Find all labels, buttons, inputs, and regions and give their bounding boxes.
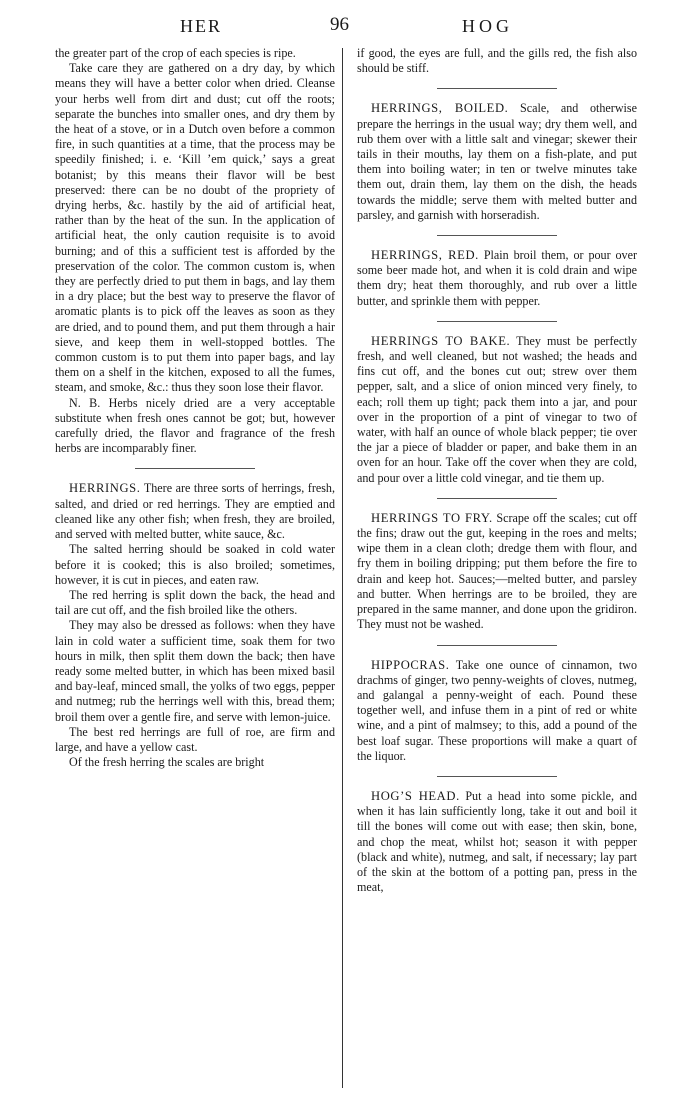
entry-separator (135, 468, 255, 469)
paragraph: They may also be dressed as follows: when they have lain in cold water a sufficient time, soak them for two hours in milk, then split them down the back; then have ready some melted butter, in which has been mixed basil and bay-leaf, minced small, the yolks of two eggs, pepper and nutmeg; rub the herrings well with this, bread them; broil them over a gentle fire, and serve with lemon-juice. (55, 618, 335, 724)
entry-heading: HERRINGS TO BAKE. (371, 333, 511, 348)
entry-text: Plain broil them, or pour over some beer made hot, and when it is cold drain and wipe them dry; heat them thoroughly, and rub over a little butter, and sprinkle them with pepper. (357, 248, 638, 308)
paragraph: The best red herrings are full of roe, are firm and large, and have a yellow cast. (55, 724, 335, 754)
entry-heading: HERRINGS TO FRY. (371, 510, 493, 525)
paragraph: Of the fresh herring the scales are bright (69, 755, 265, 770)
entry-heading: HOG’S HEAD. (371, 788, 460, 803)
page-number: 96 (330, 14, 349, 35)
entry-text: Take one ounce of cinnamon, two drachms of ginger, two penny-weights of cloves, nutmeg, and galangal a penny-weight of each. Pound these together well, and infuse them in a pint of red or white wine, and a pint of malmsey; to this, add a pound of the best loaf sugar. These proportions will make a quart of the liquor. (357, 657, 637, 763)
paragraph: the greater part of the crop of each species is ripe. (55, 46, 296, 60)
entry-separator (437, 88, 557, 89)
paragraph: The salted herring should be soaked in cold water before it is cooked; this is also broiled; sometimes, however, it is cut in pieces, and eaten raw. (55, 542, 335, 587)
paragraph: if good, the eyes are full, and the gills red, the fish also should be stiff. (357, 46, 637, 76)
entry-separator (437, 321, 557, 322)
paragraph: Take care they are gathered on a dry day, by which means they will have a better color when dried. Cleanse your herbs well from dirt and dust; cut off the roots; separate the bunches into smaller ones, and dry them by the heat of a stove, or in a Dutch oven before a common fire, in such quantities at a time, that the process may be speedily finished; i. e. ‘Kill ’em quick,’ says a great botanist; by this means their flavor will be best preserved: there can be no doubt of the propriety of drying herbs, &c. hastily by the aid of artificial heat, rather than by the heat of the sun. In the application of artificial heat, the only caution requisite is to avoid burning; and of this a sufficient test is afforded by the preservation of the color. The common custom is, when they are perfectly dried to put them in bags, and lay them in a dry place; but the best way to preserve the flavor of aromatic plants is to pick off the leaves as soon as they are dried, and to pound them, and put them through a hair sieve, and keep them in well-stopped bottles. The common custom is to put them into paper bags, and lay them on a shelf in the kitchen, exposed to all the fumes, steam, and smoke, &c.: thus they soon lose their flavor. (55, 61, 335, 395)
entry-hogs-head (357, 789, 637, 895)
entry-text: Put a head into some pickle, and when it has lain sufficiently long, take it out and boil it till the bones will come out with ease; then skin, bone, and chop the meat, whilst hot; season it with pepper (black and white), nutmeg, and salt, if necessary; lay part of the skin at the bottom of a potting pan, press in the meat, (357, 788, 637, 895)
entry-heading: HERRINGS. (69, 481, 141, 496)
column-divider (342, 48, 343, 1088)
running-header (0, 14, 700, 44)
entry-separator (437, 235, 557, 236)
entry-heading: HIPPOCRAS. (371, 657, 450, 672)
entry-text: There are three sorts of herrings, fresh, salted, and dried or red herrings. They are emptied and cleaned like any other fish; when fresh, they are broiled, and served with melted butter, white sauce, &c. (55, 481, 335, 542)
entry-text: Scrape off the scales; cut off the fins; draw out the gut, keeping in the roes and melts; wipe them in a clean cloth; dredge them with flour, and fry them in boiling dripping; put them before the fire to drain and keep hot. Sauces;—melted butter, and parsley and butter. When herrings are to be broiled, they are prepared in the same manner, and done upon the gridiron. They must not be washed. (357, 510, 637, 632)
entry-herrings-to-fry (357, 511, 637, 633)
entry-heading: HERRINGS, BOILED. (371, 101, 509, 116)
entry-herrings-red (357, 248, 637, 309)
paragraph: The red herring is split down the back, the head and tail are cut off, and the fish broiled like the others. (55, 587, 335, 618)
header-left-word: HER (180, 16, 222, 36)
entry-herrings-to-bake (357, 334, 637, 486)
entry-separator (437, 498, 557, 499)
entry-heading: HERRINGS, RED. (371, 248, 479, 263)
entry-text: They must be perfectly fresh, and well cleaned, but not washed; the heads and fins cut off, and the bones cut out; strew over them pepper, salt, and a slice of onion minced very finely, to each; roll them up tight; pack them into a jar, and pour over in the proportion of a pint of vinegar to two of water, with half an ounce of whole black pepper; tie over the jar a piece of bladder or paper, and bake them in an oven for an hour. Take off the cover when they are cold, and pour over a little cold vinegar, and tie them up. (357, 333, 637, 485)
left-column (55, 46, 335, 770)
entry-herrings-boiled (357, 101, 637, 223)
right-column (357, 46, 637, 895)
entry-herrings (55, 481, 335, 542)
header-right-word: HOG (462, 16, 513, 36)
entry-separator (437, 776, 557, 777)
entry-separator (437, 645, 557, 646)
entry-hippocras (357, 658, 637, 764)
paragraph: N. B. Herbs nicely dried are a very acceptable substitute when fresh ones cannot be got; but, however carefully dried, the flavor and fragrance of the fresh herbs are incomparably finer. (55, 395, 335, 456)
entry-text: Scale, and otherwise prepare the herrings in the usual way; dry them well, and rub them over with a little salt and vinegar; skewer their tails in their mouths, lay them on a fish-plate, and put them into boiling water; in ten or twelve minutes take them out, drain them, lay them on the dish, the heads towards the middle; serve them with melted butter and parsley, and garnish with horseradish. (357, 101, 637, 222)
